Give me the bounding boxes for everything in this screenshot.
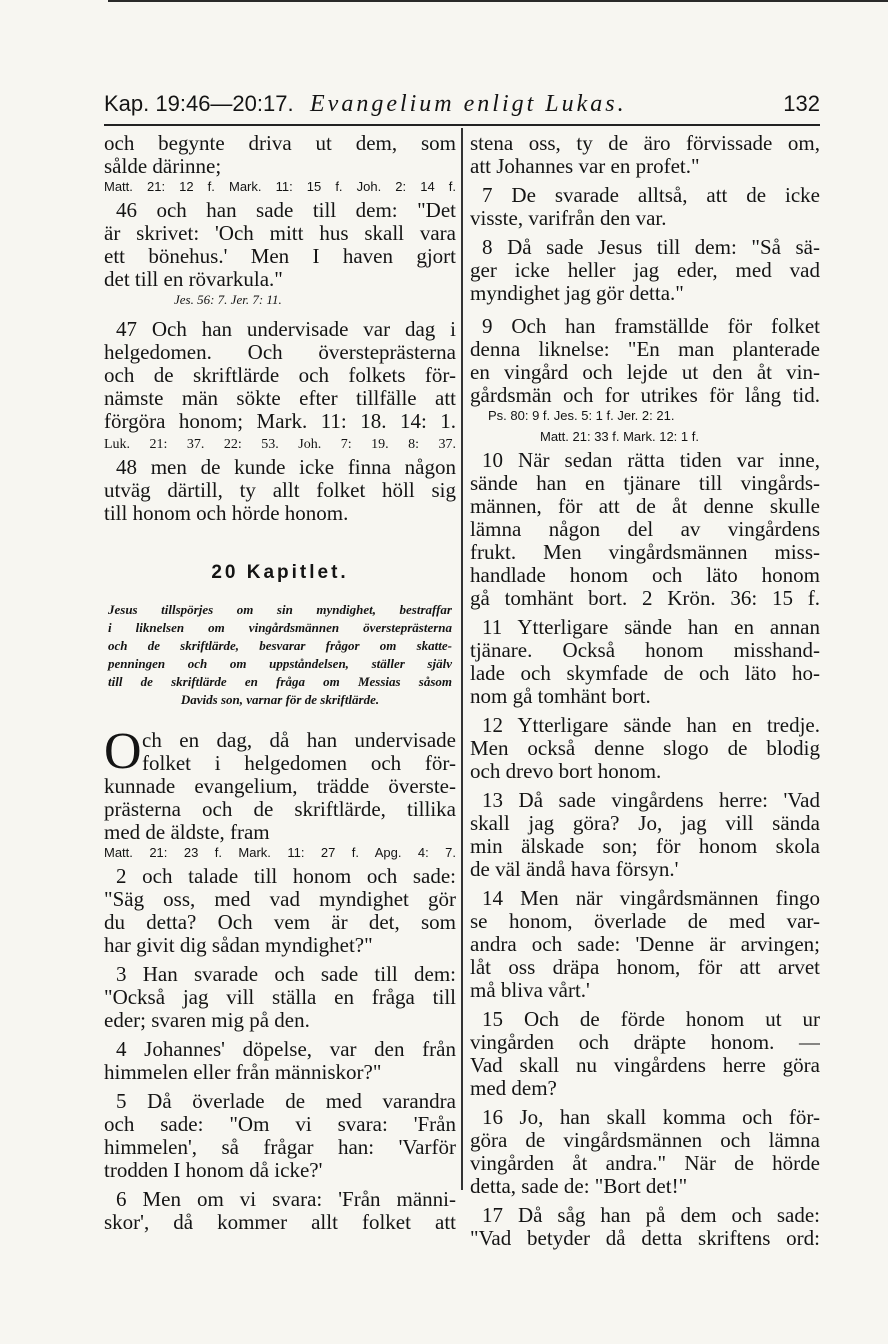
cross-reference: Ps. 80: 9 f. Jes. 5: 1 f. Jer. 2: 21. [488, 408, 675, 423]
text-line: ger icke heller jag eder, med vad [470, 259, 820, 282]
text-line: med dem? [470, 1077, 557, 1100]
text-line: himmelen eller från människor?" [104, 1061, 382, 1084]
verse-5-line: 5 Då överlade de med varandra [116, 1090, 456, 1113]
text-line: sände han en tjänare till vingårds- [470, 472, 820, 495]
text-line: frukt. Men vingårdsmännen miss- [470, 541, 820, 564]
cross-reference: Matt. 21: 23 f. Mark. 11: 27 f. Apg. 4: 7. [104, 845, 456, 860]
text-line: med de äldste, fram [104, 821, 270, 844]
text-line: en vingård och lejde ut den åt vin- [470, 361, 820, 384]
text-line: utväg därtill, ty allt folket höll sig [104, 479, 456, 502]
cross-reference: Luk. 21: 37. 22: 53. Joh. 7: 19. 8: 37. [104, 437, 456, 452]
text-line: männen, för att de åt denne skulle [470, 495, 820, 518]
text-line: gårdsmän och for utrikes för lång tid. [470, 384, 820, 407]
verse-13-line: 13 Då sade vingårdens herre: 'Vad [482, 789, 820, 812]
text-line: lämna någon del av vingårdens [470, 518, 820, 541]
text-line: helgedomen. Och översteprästerna [104, 341, 456, 364]
text-line: ch en dag, då han undervisade [142, 729, 456, 752]
text-line: "Säg oss, med vad myndighet gör [104, 888, 456, 911]
text-line: vingården åt andra." När de hörde [470, 1152, 820, 1175]
text-line: denna liknelse: "En man planterade [470, 338, 820, 361]
verse-17-line: 17 Då såg han på dem och sade: [482, 1204, 820, 1227]
verse-4-line: 4 Johannes' döpelse, var den från [116, 1038, 456, 1061]
cross-reference: Matt. 21: 12 f. Mark. 11: 15 f. Joh. 2: 14 f. [104, 179, 456, 194]
verse-12-line: 12 Ytterligare sände han en tredje. [482, 714, 820, 737]
verse-1-paragraph [104, 723, 456, 844]
chapter-heading: 20 Kapitlet. [211, 562, 349, 583]
text-line: eder; svaren mig på den. [104, 1009, 310, 1032]
top-edge-line [108, 0, 888, 2]
text-line: sålde därinne; [104, 155, 222, 178]
summary-line: Davids son, varnar för de skriftlärde. [180, 692, 380, 707]
text-line: förgöra honom; Mark. 11: 18. 14: 1. [104, 410, 456, 433]
text-line: handlade honom och läto honom [470, 564, 820, 587]
text-line: är skrivet: 'Och mitt hus skall vara [104, 222, 456, 245]
summary-line: Jesus tillspörjes om sin myndighet, bestraffar [108, 602, 452, 617]
text-line: folket i helgedomen och för- [142, 752, 456, 775]
text-line: de väl ändå hava försyn.' [470, 858, 679, 881]
verse-48-line: 48 men de kunde icke finna någon [116, 456, 456, 479]
verse-2-line: 2 och talade till honom och sade: [116, 865, 456, 888]
text-line: Men också denne slogo de blodig [470, 737, 820, 760]
cross-reference: Matt. 21: 33 f. Mark. 12: 1 f. [540, 429, 699, 444]
text-line: och begynte driva ut dem, som [104, 132, 456, 155]
verse-11-line: 11 Ytterligare sände han en annan [482, 616, 820, 639]
verse-3-line: 3 Han svarade och sade till dem: [116, 963, 456, 986]
verse-9-line: 9 Och han framställde för folket [482, 315, 820, 338]
verse-47-line: 47 Och han undervisade var dag i [116, 318, 456, 341]
text-line: myndighet jag gör detta." [470, 282, 684, 305]
text-line: till honom och hörde honom. [104, 502, 349, 525]
text-line: "Vad betyder då detta skriftens ord: [470, 1227, 820, 1250]
verse-8-line: 8 Då sade Jesus till dem: "Så sä- [482, 236, 820, 259]
running-header [104, 86, 820, 122]
verse-46-line: 46 och han sade till dem: "Det [116, 199, 456, 222]
summary-line: penningen och om uppståndelsen, ställer själv [108, 656, 452, 671]
verse-6-line: 6 Men om vi svara: 'Från männi- [116, 1188, 456, 1211]
text-line: stena oss, ty de äro förvissade om, [470, 132, 820, 155]
text-line: du detta? Och vem är det, som [104, 911, 456, 934]
verse-10-line: 10 När sedan rätta tiden var inne, [482, 449, 820, 472]
text-line: "Också jag vill ställa en fråga till [104, 986, 456, 1009]
text-line: gå tomhänt bort. 2 Krön. 36: 15 f. [470, 587, 820, 610]
cross-reference: Jes. 56: 7. Jer. 7: 11. [174, 292, 282, 307]
left-column [104, 132, 456, 1234]
text-line: göra de vingårdsmännen och lämna [470, 1129, 820, 1152]
text-line: vingården och dräpte honom. — [470, 1031, 820, 1054]
text-line: se honom, överlade de med var- [470, 910, 820, 933]
column-divider [461, 128, 463, 1190]
text-line: skor', då kommer allt folket att [104, 1211, 456, 1234]
chapter-summary [104, 601, 456, 709]
verse-16-line: 16 Jo, han skall komma och för- [482, 1106, 820, 1129]
book-title: Evangelium enligt Lukas. [310, 91, 627, 117]
text-line: min älskade son; för honom skola [470, 835, 820, 858]
text-line: och de skriftlärde och folkets för- [104, 364, 456, 387]
page-number: 132 [783, 91, 820, 116]
text-line: skall jag göra? Jo, jag vill sända [470, 812, 820, 835]
text-line: och sade: "Om vi svara: 'Från [104, 1113, 456, 1136]
right-column [470, 132, 820, 1250]
text-line: andra och sade: 'Denne är arvingen; [470, 933, 820, 956]
text-line: ett bönehus.' Men I haven gjort [104, 245, 456, 268]
chapter-verse-range: Kap. 19:46—20:17. [104, 91, 294, 116]
text-line: och drevo bort honom. [470, 760, 662, 783]
summary-line: i liknelsen om vingårdsmännen översteprästerna [108, 620, 452, 635]
text-line: låt oss dräpa honom, för att arvet [470, 956, 820, 979]
text-line: nämste män sökte efter tillfälle att [104, 387, 456, 410]
verse-7-line: 7 De svarade alltså, att de icke [482, 184, 820, 207]
text-line: prästerna och de skriftlärde, tillika [104, 798, 456, 821]
verse-14-line: 14 Men när vingårdsmännen fingo [482, 887, 820, 910]
verse-15-line: 15 Och de förde honom ut ur [482, 1008, 820, 1031]
text-line: Vad skall nu vingårdens herre göra [470, 1054, 820, 1077]
text-line: kunnade evangelium, trädde överste- [104, 775, 456, 798]
text-line: visste, varifrån den var. [470, 207, 667, 230]
text-line: himmelen', så frågar han: 'Varför [104, 1136, 456, 1159]
summary-line: till de skriftlärde en fråga om Messias såsom [108, 674, 452, 689]
text-line: att Johannes var en profet." [470, 155, 700, 178]
header-rule [104, 124, 820, 126]
text-line: det till en rövarkula." [104, 268, 283, 291]
text-line: detta, sade de: "Bort det!" [470, 1175, 688, 1198]
text-line: nom gå tomhänt bort. [470, 685, 651, 708]
summary-line: och de skriftlärde, besvarar frågor om skatte- [108, 638, 452, 653]
text-line: har givit dig sådan myndighet?" [104, 934, 373, 957]
text-line: må bliva vårt.' [470, 979, 590, 1002]
text-line: lade och skymfade de och läto ho- [470, 662, 820, 685]
text-line: tjänare. Också honom misshand- [470, 639, 820, 662]
drop-cap: O [104, 723, 142, 780]
text-line: trodden I honom då icke?' [104, 1159, 323, 1182]
